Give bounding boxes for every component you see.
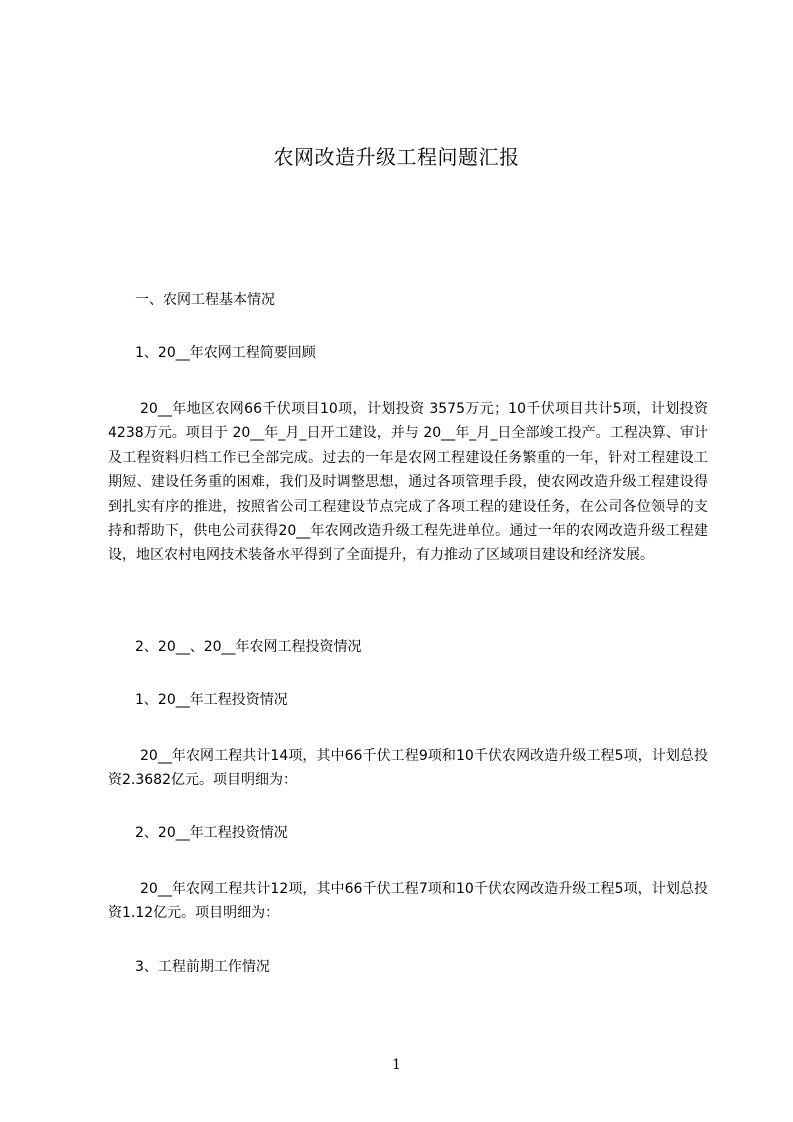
subsection-heading-investment-year1: 1、20__年工程投资情况 xyxy=(135,692,288,708)
review-paragraph: 20__年地区农网66千伏项目10项，计划投资 3575万元；10千伏项目共计5项，计划投资4238万元。项目于 20__年_月_日开工建设，并与 20__年_月_日全部竣工投产。工程决算、审计及工程资料归档工作已全部完成。过去的一年是农网工程建设任务繁重的一年，针对工程建设工期短、建设任务重的困难，我们及时调整思想，通过各项管理手段，使农网改造升级工程建设得到扎实有序的推进，按照省公司工程建设节点完成了各项工程的建设任务，在公司各位领导的支持和帮助下，供电公司获得20__年农网改造升级工程先进单位。通过一年的农网改造升级工程建设，地区农村电网技术装备水平得到了全面提升，有力推动了区域项目建设和经济发展。 xyxy=(108,401,708,564)
document-title: 农网改造升级工程问题汇报 xyxy=(273,145,520,169)
page-number: 1 xyxy=(392,1057,401,1073)
subsection-heading-investment: 2、20__、20__年农网工程投资情况 xyxy=(135,639,362,655)
subsection-heading-investment-year2: 2、20__年工程投资情况 xyxy=(135,825,288,841)
subsection-heading-preliminary-work: 3、工程前期工作情况 xyxy=(135,959,270,975)
investment-year1-paragraph: 20__年农网工程共计14项，其中66千伏工程9项和10千伏农网改造升级工程5项，计划总投资2.3682亿元。项目明细为： xyxy=(108,748,708,789)
subsection-heading-review: 1、20__年农网工程简要回顾 xyxy=(135,345,316,361)
section-heading-basic-info: 一、农网工程基本情况 xyxy=(135,292,275,308)
investment-year2-paragraph: 20__年农网工程共计12项，其中66千伏工程7项和10千伏农网改造升级工程5项，计划总投资1.12亿元。项目明细为： xyxy=(108,881,708,922)
